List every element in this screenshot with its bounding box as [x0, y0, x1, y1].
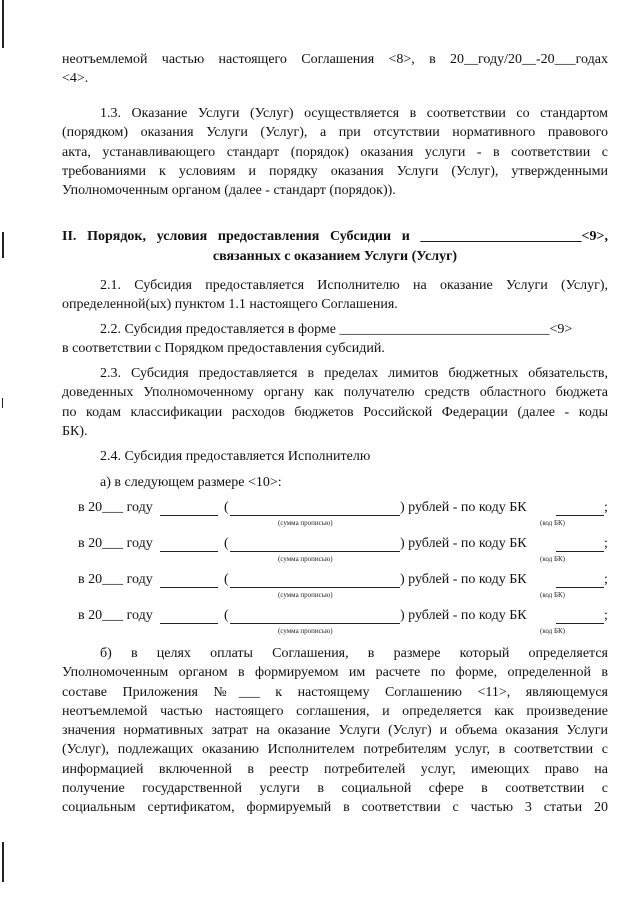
paragraph-1-3: 1.3. Оказание Услуги (Услуг) осуществляется в соответствии со стандартом (порядком) оказания Услуги (Услуг), а при отсутствии нормативного правового акта, устанавливающего стандарт (порядок) оказания услуги - в соответствии с требованиями к условиям и порядку оказания Услуги (Услуг), утвержденными Уполномоченным органом (далее - стандарт (порядок)).: [62, 106, 608, 199]
year-amount-blank: [160, 551, 218, 552]
section-heading-ii: II. Порядок, условия предоставления Субсидии и _______________________<9>, связанных с оказанием Услуги (Услуг): [62, 229, 608, 264]
year-amount-blank: [160, 587, 218, 588]
caption-sum-in-words: (сумма прописью): [278, 519, 333, 527]
paragraph-2-1: 2.1. Субсидия предоставляется Исполнителю на оказание Услуги (Услуг), определенной(ых) пунктом 1.1 настоящего Соглашения.: [62, 278, 608, 313]
amount-row: [78, 500, 608, 527]
paragraph-b: б) в целях оплаты Соглашения, в размере который определяется Уполномоченным органом в формируемом им расчете по форме, определенной в составе Приложения №___ к настоящему Соглашению <11>, являющемуся неотъемлемой частью настоящего соглашения, и определяется как произведение значения нормативных затрат на оказание Услуги (Услуг) и объема оказания Услуги (Услуг), подлежащих оказанию Исполнителем потребителям услуг, в соответствии с информацией включенной в реестр потребителей услуг, имеющих право на получение государственной услуги в социальной сфере в соответствии с социальным сертификатом, формируемый в соответствии с частью 3 статьи 20: [62, 646, 608, 816]
scan-edge-mark-lower: [2, 398, 3, 408]
row-semicolon: ;: [604, 572, 608, 587]
paragraph-2-2: 2.2. Субсидия предоставляется в форме ______________________________<9> в соответствии с Порядком предоставления субсидий.: [62, 322, 573, 357]
amount-row: [78, 536, 608, 563]
caption-sum-in-words: (сумма прописью): [278, 627, 333, 635]
caption-budget-code: (код БК): [540, 555, 566, 563]
budget-code-blank: [556, 515, 604, 516]
rubles-by-code-label: ) рублей - по коду БК: [400, 608, 527, 623]
year-label: в 20___ году: [78, 500, 153, 515]
sum-in-words-blank: [230, 587, 400, 588]
row-semicolon: ;: [604, 500, 608, 515]
sum-in-words-blank: [230, 551, 400, 552]
budget-code-blank: [556, 623, 604, 624]
caption-sum-in-words: (сумма прописью): [278, 555, 333, 563]
scan-edge-mark-top: [2, 0, 4, 48]
year-label: в 20___ году: [78, 572, 153, 587]
year-amount-blank: [160, 515, 218, 516]
rubles-by-code-label: ) рублей - по коду БК: [400, 500, 527, 515]
amount-row: [78, 608, 608, 635]
caption-budget-code: (код БК): [540, 519, 566, 527]
sum-in-words-blank: [230, 623, 400, 624]
paragraph-continuation: неотъемлемой частью настоящего Соглашения <8>, в 20__году/20__-20___годах <4>.: [62, 52, 608, 87]
row-semicolon: ;: [604, 536, 608, 551]
caption-budget-code: (код БК): [540, 627, 566, 635]
budget-code-blank: [556, 551, 604, 552]
caption-budget-code: (код БК): [540, 591, 566, 599]
sum-in-words-blank: [230, 515, 400, 516]
row-semicolon: ;: [604, 608, 608, 623]
paragraph-a: а) в следующем размере <10>:: [100, 475, 282, 490]
year-label: в 20___ году: [78, 536, 153, 551]
paragraph-2-3: 2.3. Субсидия предоставляется в пределах лимитов бюджетных обязательств, доведенных Уполномоченному органу как получателю средств областного бюджета по кодам классификации расходов бюджетов Российской Федерации (далее - коды БК).: [62, 366, 608, 439]
year-label: в 20___ году: [78, 608, 153, 623]
rubles-by-code-label: ) рублей - по коду БК: [400, 572, 527, 587]
budget-code-blank: [556, 587, 604, 588]
amount-row: [78, 572, 608, 599]
paren-open: (: [224, 608, 229, 623]
year-amount-blank: [160, 623, 218, 624]
scan-edge-mark-bottom: [2, 842, 4, 882]
paren-open: (: [224, 572, 229, 587]
paragraph-2-4: 2.4. Субсидия предоставляется Исполнителю: [100, 449, 371, 464]
scan-edge-mark-middle: [2, 232, 4, 258]
paren-open: (: [224, 500, 229, 515]
paren-open: (: [224, 536, 229, 551]
rubles-by-code-label: ) рублей - по коду БК: [400, 536, 527, 551]
caption-sum-in-words: (сумма прописью): [278, 591, 333, 599]
